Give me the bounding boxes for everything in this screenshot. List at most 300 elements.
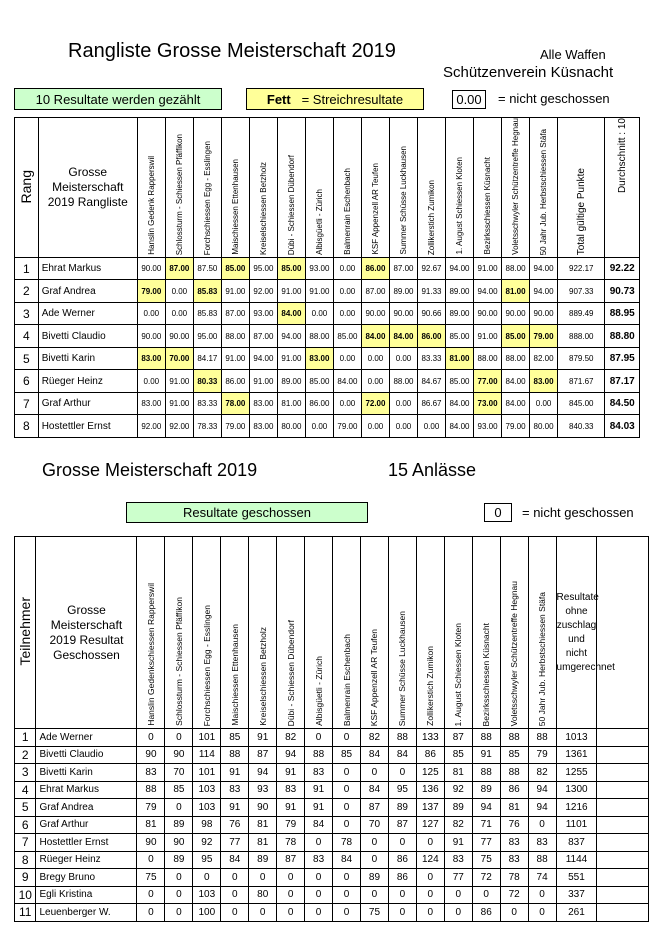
empty-cell xyxy=(597,729,649,747)
table-row xyxy=(15,904,649,922)
event-column-header: Balmenrain Eschenbach xyxy=(333,537,361,729)
score-cell: 86 xyxy=(500,781,528,799)
score-cell: 85.83 xyxy=(193,280,221,303)
score-cell: 0 xyxy=(416,904,444,922)
score-cell: 0 xyxy=(277,904,305,922)
score-cell: 84.00 xyxy=(389,325,417,348)
empty-cell xyxy=(597,851,649,869)
total-cell: 1144 xyxy=(556,851,597,869)
score-cell: 89 xyxy=(165,816,193,834)
score-cell: 80.33 xyxy=(193,370,221,393)
score-cell: 94 xyxy=(277,746,305,764)
score-cell: 94.00 xyxy=(530,280,558,303)
score-cell: 0 xyxy=(416,869,444,887)
score-cell: 137 xyxy=(416,799,444,817)
score-cell: 88 xyxy=(137,781,165,799)
table-row xyxy=(15,325,640,348)
participant-name: Rüeger Heinz xyxy=(38,370,137,393)
score-cell: 82.00 xyxy=(530,347,558,370)
score-cell: 75 xyxy=(137,869,165,887)
zero-value-box: 0.00 xyxy=(452,90,486,109)
score-cell: 81.00 xyxy=(277,392,305,415)
rank-cell: 6 xyxy=(15,816,36,834)
score-cell: 0 xyxy=(360,834,388,852)
score-cell: 88 xyxy=(528,729,556,747)
score-cell: 90.00 xyxy=(137,257,165,280)
score-cell: 0.00 xyxy=(361,415,389,438)
score-cell: 87.00 xyxy=(221,302,249,325)
total-header: Resultate ohne zuschlag und nicht umgerechnet xyxy=(556,537,597,729)
total-header: Total gültige Punkte xyxy=(558,118,605,258)
legend-strike-box xyxy=(246,88,424,110)
score-cell: 0 xyxy=(333,816,361,834)
score-cell: 91.00 xyxy=(165,370,193,393)
score-cell: 92 xyxy=(444,781,472,799)
score-cell: 0 xyxy=(388,834,416,852)
section2-title: Grosse Meisterschaft 2019 xyxy=(42,460,258,480)
score-cell: 86.00 xyxy=(221,370,249,393)
average-cell: 92.22 xyxy=(605,257,640,280)
score-cell: 90.00 xyxy=(165,325,193,348)
score-cell: 82 xyxy=(444,816,472,834)
score-cell: 88 xyxy=(500,729,528,747)
score-cell: 0.00 xyxy=(333,392,361,415)
score-cell: 87 xyxy=(249,746,277,764)
score-cell: 79.00 xyxy=(530,325,558,348)
total-cell: 888.00 xyxy=(558,325,605,348)
score-cell: 84.00 xyxy=(277,302,305,325)
score-cell: 83.00 xyxy=(137,347,165,370)
table-row xyxy=(15,746,649,764)
score-cell: 86 xyxy=(472,904,500,922)
participant-name: Ehrat Markus xyxy=(38,257,137,280)
score-cell: 92.67 xyxy=(417,257,445,280)
participant-name: Hostettler Ernst xyxy=(38,415,137,438)
total-cell: 837 xyxy=(556,834,597,852)
score-cell: 101 xyxy=(193,729,221,747)
event-column-header: Bezirksschiessen Küsnacht xyxy=(472,537,500,729)
score-cell: 81 xyxy=(137,816,165,834)
table-row xyxy=(15,280,640,303)
score-cell: 91 xyxy=(221,799,249,817)
participant-name: Ade Werner xyxy=(36,729,137,747)
score-cell: 0 xyxy=(165,904,193,922)
score-cell: 87.00 xyxy=(361,280,389,303)
score-cell: 0.00 xyxy=(389,415,417,438)
score-cell: 86 xyxy=(416,746,444,764)
score-cell: 89 xyxy=(360,869,388,887)
score-cell: 81 xyxy=(444,764,472,782)
score-cell: 81.00 xyxy=(502,280,530,303)
score-cell: 0.00 xyxy=(165,302,193,325)
score-cell: 91.00 xyxy=(221,280,249,303)
score-cell: 75 xyxy=(360,904,388,922)
table-row xyxy=(15,729,649,747)
score-cell: 77.00 xyxy=(474,370,502,393)
score-cell: 79 xyxy=(528,746,556,764)
average-cell: 87.95 xyxy=(605,347,640,370)
participant-name: Bivetti Karin xyxy=(36,764,137,782)
score-cell: 88 xyxy=(472,764,500,782)
score-cell: 0 xyxy=(444,886,472,904)
score-cell: 91 xyxy=(277,799,305,817)
participant-name: Bregy Bruno xyxy=(36,869,137,887)
score-cell: 91.00 xyxy=(165,392,193,415)
score-cell: 127 xyxy=(416,816,444,834)
total-cell: 261 xyxy=(556,904,597,922)
score-cell: 0.00 xyxy=(137,302,165,325)
score-cell: 0 xyxy=(137,851,165,869)
rangliste-table xyxy=(14,117,640,438)
score-cell: 87 xyxy=(277,851,305,869)
score-cell: 88.00 xyxy=(305,325,333,348)
score-cell: 91.33 xyxy=(417,280,445,303)
score-cell: 0.00 xyxy=(333,347,361,370)
score-cell: 88 xyxy=(472,729,500,747)
score-cell: 84.00 xyxy=(333,370,361,393)
rank-cell: 9 xyxy=(15,869,36,887)
event-column-header: Zollikerstich Zumikon xyxy=(417,118,445,258)
fett-label: Fett xyxy=(266,91,291,107)
score-cell: 83.00 xyxy=(249,415,277,438)
rank-cell: 5 xyxy=(15,799,36,817)
score-cell: 0 xyxy=(249,904,277,922)
score-cell: 89 xyxy=(444,799,472,817)
participant-name: Leuenberger W. xyxy=(36,904,137,922)
score-cell: 0 xyxy=(137,904,165,922)
score-cell: 79 xyxy=(277,816,305,834)
score-cell: 86 xyxy=(388,869,416,887)
score-cell: 0.00 xyxy=(305,302,333,325)
score-cell: 81.00 xyxy=(446,347,474,370)
score-cell: 83 xyxy=(305,764,333,782)
event-column-header: Forchschiessen Egg - Esslingen xyxy=(193,118,221,258)
score-cell: 82 xyxy=(360,729,388,747)
score-cell: 84 xyxy=(221,851,249,869)
score-cell: 0 xyxy=(500,904,528,922)
score-cell: 70 xyxy=(165,764,193,782)
score-cell: 0 xyxy=(360,886,388,904)
score-cell: 101 xyxy=(193,764,221,782)
score-cell: 93 xyxy=(249,781,277,799)
event-column-header: Forchschiessen Egg - Esslingen xyxy=(193,537,221,729)
rank-cell: 7 xyxy=(15,392,39,415)
score-cell: 0 xyxy=(333,904,361,922)
score-cell: 103 xyxy=(193,799,221,817)
score-cell: 81 xyxy=(249,816,277,834)
event-column-header: Albisgüetli - Zürich xyxy=(305,118,333,258)
rank-cell: 2 xyxy=(15,746,36,764)
score-cell: 77 xyxy=(221,834,249,852)
score-cell: 0 xyxy=(444,904,472,922)
score-cell: 78.00 xyxy=(221,392,249,415)
score-cell: 82 xyxy=(528,764,556,782)
score-cell: 0 xyxy=(221,886,249,904)
score-cell: 83 xyxy=(500,834,528,852)
score-cell: 91 xyxy=(277,764,305,782)
score-cell: 0 xyxy=(333,869,361,887)
score-cell: 84.00 xyxy=(502,392,530,415)
score-cell: 84 xyxy=(360,746,388,764)
page-title: Rangliste Grosse Meisterschaft 2019 xyxy=(68,40,396,62)
score-cell: 93.00 xyxy=(474,415,502,438)
total-cell: 551 xyxy=(556,869,597,887)
score-cell: 85.00 xyxy=(446,325,474,348)
score-cell: 77 xyxy=(472,834,500,852)
score-cell: 71 xyxy=(472,816,500,834)
participant-name: Rüeger Heinz xyxy=(36,851,137,869)
score-cell: 92.00 xyxy=(249,280,277,303)
score-cell: 0 xyxy=(165,886,193,904)
score-cell: 93.00 xyxy=(249,302,277,325)
score-cell: 78.33 xyxy=(193,415,221,438)
score-cell: 83 xyxy=(528,834,556,852)
score-cell: 91 xyxy=(472,746,500,764)
score-cell: 80 xyxy=(249,886,277,904)
score-cell: 0 xyxy=(221,869,249,887)
table-row xyxy=(15,392,640,415)
score-cell: 0 xyxy=(388,886,416,904)
score-cell: 0 xyxy=(137,886,165,904)
rank-cell: 2 xyxy=(15,280,39,303)
empty-cell xyxy=(597,886,649,904)
score-cell: 90.00 xyxy=(389,302,417,325)
score-cell: 72.00 xyxy=(361,392,389,415)
total-cell: 907.33 xyxy=(558,280,605,303)
score-cell: 92.00 xyxy=(137,415,165,438)
rank-cell: 11 xyxy=(15,904,36,922)
score-cell: 0 xyxy=(137,729,165,747)
score-cell: 87.00 xyxy=(165,257,193,280)
empty-cell xyxy=(597,781,649,799)
counted-results-box: 10 Resultate werden gezählt xyxy=(14,88,222,110)
empty-cell xyxy=(597,746,649,764)
score-cell: 94.00 xyxy=(474,280,502,303)
empty-cell xyxy=(597,834,649,852)
events-count: 15 Anlässe xyxy=(388,460,477,480)
score-cell: 91 xyxy=(305,799,333,817)
table-row xyxy=(15,370,640,393)
score-cell: 0 xyxy=(333,729,361,747)
rank-cell: 4 xyxy=(15,325,39,348)
total-cell: 1216 xyxy=(556,799,597,817)
score-cell: 89.00 xyxy=(277,370,305,393)
rank-cell: 5 xyxy=(15,347,39,370)
score-cell: 133 xyxy=(416,729,444,747)
score-cell: 0 xyxy=(305,729,333,747)
score-cell: 81 xyxy=(249,834,277,852)
average-cell: 87.17 xyxy=(605,370,640,393)
score-cell: 73.00 xyxy=(474,392,502,415)
score-cell: 88 xyxy=(528,851,556,869)
event-column-header: Dübi - Schiessen Dübendorf xyxy=(277,118,305,258)
score-cell: 83.00 xyxy=(249,392,277,415)
rank-cell: 4 xyxy=(15,781,36,799)
score-cell: 90.00 xyxy=(502,302,530,325)
event-column-header: Summer Schüsse Luckhausen xyxy=(389,118,417,258)
club-name: Schützenverein Küsnacht xyxy=(443,64,614,81)
score-cell: 0 xyxy=(528,904,556,922)
score-cell: 0 xyxy=(165,869,193,887)
event-column-header: Zollikerstich Zumikon xyxy=(416,537,444,729)
score-cell: 88.00 xyxy=(502,257,530,280)
score-cell: 88 xyxy=(221,746,249,764)
score-cell: 0.00 xyxy=(389,392,417,415)
total-cell: 871.67 xyxy=(558,370,605,393)
rank-cell: 3 xyxy=(15,302,39,325)
score-cell: 91.00 xyxy=(474,257,502,280)
participant-name: Bivetti Karin xyxy=(38,347,137,370)
score-cell: 72 xyxy=(472,869,500,887)
score-cell: 0.00 xyxy=(333,302,361,325)
score-cell: 78 xyxy=(333,834,361,852)
score-cell: 93.00 xyxy=(305,257,333,280)
event-column-header: Maischiessen Ettenhausen xyxy=(221,118,249,258)
table-row xyxy=(15,764,649,782)
score-cell: 84.00 xyxy=(446,415,474,438)
rank-cell: 6 xyxy=(15,370,39,393)
score-cell: 0 xyxy=(416,886,444,904)
event-column-header: Kreiselschiessen Betzholz xyxy=(249,118,277,258)
score-cell: 0 xyxy=(528,816,556,834)
event-column-header: Kreiselschiessen Betzholz xyxy=(249,537,277,729)
rank-cell: 10 xyxy=(15,886,36,904)
total-cell: 1101 xyxy=(556,816,597,834)
average-cell: 88.80 xyxy=(605,325,640,348)
empty-header xyxy=(597,537,649,729)
total-cell: 1300 xyxy=(556,781,597,799)
score-cell: 90.00 xyxy=(530,302,558,325)
score-cell: 91.00 xyxy=(474,325,502,348)
score-cell: 90 xyxy=(137,746,165,764)
score-cell: 0 xyxy=(305,886,333,904)
event-column-header: Maischiessen Ettenhausen xyxy=(221,537,249,729)
participant-name: Graf Andrea xyxy=(36,799,137,817)
score-cell: 125 xyxy=(416,764,444,782)
event-column-header: Bezirksschiessen Küsnacht xyxy=(474,118,502,258)
score-cell: 84.17 xyxy=(193,347,221,370)
score-cell: 79.00 xyxy=(333,415,361,438)
score-cell: 0.00 xyxy=(305,415,333,438)
rank-cell: 7 xyxy=(15,834,36,852)
score-cell: 0 xyxy=(333,764,361,782)
table-row xyxy=(15,799,649,817)
average-header: Durchschnitt : 10 xyxy=(605,118,640,258)
score-cell: 0 xyxy=(305,834,333,852)
score-cell: 87.00 xyxy=(389,257,417,280)
score-cell: 94 xyxy=(528,781,556,799)
participant-name: Bivetti Claudio xyxy=(36,746,137,764)
score-cell: 88.00 xyxy=(474,347,502,370)
score-cell: 80.00 xyxy=(530,415,558,438)
score-cell: 76 xyxy=(221,816,249,834)
rank-cell: 3 xyxy=(15,764,36,782)
score-cell: 90.66 xyxy=(417,302,445,325)
event-column-header: 50 Jahr Jub. Herbstschiessen Stäfa xyxy=(530,118,558,258)
score-cell: 91 xyxy=(221,764,249,782)
table-row xyxy=(15,834,649,852)
score-cell: 83 xyxy=(137,764,165,782)
rank-cell: 1 xyxy=(15,257,39,280)
score-cell: 84 xyxy=(360,781,388,799)
average-cell: 84.03 xyxy=(605,415,640,438)
score-cell: 89 xyxy=(472,781,500,799)
score-cell: 0.00 xyxy=(361,370,389,393)
score-cell: 85.00 xyxy=(221,257,249,280)
score-cell: 103 xyxy=(193,886,221,904)
table-row xyxy=(15,886,649,904)
score-cell: 81 xyxy=(500,799,528,817)
score-cell: 0 xyxy=(165,799,193,817)
event-column-header: Hanslin Gedenkschiessen Rapperswil xyxy=(137,537,165,729)
score-cell: 0 xyxy=(277,886,305,904)
score-cell: 90 xyxy=(165,746,193,764)
score-cell: 85 xyxy=(165,781,193,799)
score-cell: 0 xyxy=(193,869,221,887)
score-cell: 83.00 xyxy=(137,392,165,415)
score-cell: 0.00 xyxy=(361,347,389,370)
total-cell: 879.50 xyxy=(558,347,605,370)
score-cell: 0 xyxy=(528,886,556,904)
score-cell: 90.00 xyxy=(361,302,389,325)
score-cell: 89.00 xyxy=(446,302,474,325)
table-row xyxy=(15,415,640,438)
zero-legend-2: = nicht geschossen xyxy=(522,505,634,520)
score-cell: 0 xyxy=(360,851,388,869)
table-row xyxy=(15,781,649,799)
score-cell: 85.00 xyxy=(502,325,530,348)
score-cell: 86.00 xyxy=(361,257,389,280)
score-cell: 79.00 xyxy=(221,415,249,438)
score-cell: 91.00 xyxy=(305,280,333,303)
score-cell: 83 xyxy=(444,851,472,869)
score-cell: 86.00 xyxy=(305,392,333,415)
event-column-header: 50 Jahr Jub. Herbstschiessen Stäfa xyxy=(528,537,556,729)
score-cell: 91 xyxy=(444,834,472,852)
score-cell: 0 xyxy=(305,904,333,922)
score-cell: 0 xyxy=(472,886,500,904)
score-cell: 84.00 xyxy=(446,392,474,415)
score-cell: 114 xyxy=(193,746,221,764)
score-cell: 85 xyxy=(333,746,361,764)
score-cell: 0.00 xyxy=(333,257,361,280)
score-cell: 94.00 xyxy=(530,257,558,280)
table-corner-title: Grosse Meisterschaft 2019 Rangliste xyxy=(38,118,137,258)
score-cell: 83.00 xyxy=(305,347,333,370)
score-cell: 84 xyxy=(388,746,416,764)
participant-name: Graf Andrea xyxy=(38,280,137,303)
average-cell: 90.73 xyxy=(605,280,640,303)
score-cell: 85 xyxy=(221,729,249,747)
event-column-header: KSF Appenzell AR Teufen xyxy=(360,537,388,729)
score-cell: 90.00 xyxy=(474,302,502,325)
event-column-header: Balmenrain Eschenbach xyxy=(333,118,361,258)
score-cell: 0.00 xyxy=(530,392,558,415)
score-cell: 0 xyxy=(305,869,333,887)
participant-header: Teilnehmer xyxy=(15,537,36,729)
zero-legend: = nicht geschossen xyxy=(498,91,610,106)
score-cell: 0 xyxy=(360,764,388,782)
participant-name: Graf Arthur xyxy=(38,392,137,415)
score-cell: 0 xyxy=(416,834,444,852)
score-cell: 94.00 xyxy=(277,325,305,348)
rank-cell: 8 xyxy=(15,851,36,869)
resultate-table xyxy=(14,536,649,922)
participant-name: Egli Kristina xyxy=(36,886,137,904)
score-cell: 85 xyxy=(500,746,528,764)
table2-corner-title: Grosse Meisterschaft 2019 Resultat Geschossen xyxy=(36,537,137,729)
score-cell: 88.00 xyxy=(502,347,530,370)
